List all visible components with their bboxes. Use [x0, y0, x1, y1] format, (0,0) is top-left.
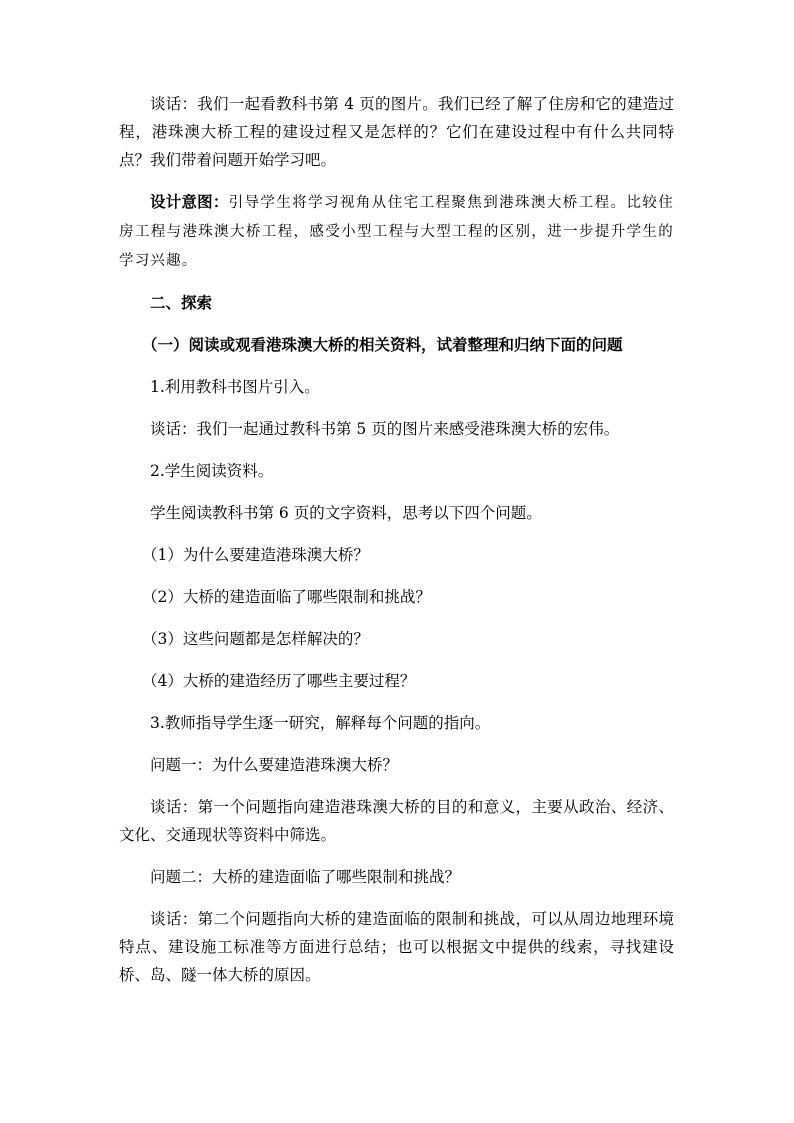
problem-1-heading: 问题一：为什么要建造港珠澳大桥？ — [150, 756, 399, 774]
question-4: （4）大桥的建造经历了哪些主要过程？ — [142, 672, 416, 690]
problem-2-heading: 问题二：大桥的建造面临了哪些限制和挑战？ — [150, 868, 461, 886]
step-item-3: 3.教师指导学生逐一研究，解释每个问题的指向。 — [150, 714, 491, 732]
talk-paragraph-3: 谈话：第一个问题指向建造港珠澳大桥的目的和意义，主要从政治、经济、文化、交通现状等资料中筛选。 — [119, 798, 674, 844]
subsection-heading-reading: （一）阅读或观看港珠澳大桥的相关资料，试着整理和归纳下面的问题 — [142, 335, 623, 354]
reading-instruction: 学生阅读教科书第 6 页的文字资料，思考以下四个问题。 — [150, 504, 542, 522]
step-item-2: 2.学生阅读资料。 — [150, 462, 274, 480]
question-3: （3）这些问题都是怎样解决的？ — [142, 630, 369, 648]
section-heading-explore: 二、探索 — [150, 293, 213, 312]
question-1: （1）为什么要建造港珠澳大桥？ — [142, 546, 369, 564]
document-body — [119, 90, 674, 989]
design-intent-text: 引导学生将学习视角从住宅工程聚焦到港珠澳大桥工程。比较住房工程与港珠澳大桥工程，感受小型工程与大型工程的区别，进一步提升学生的学习兴趣。 — [119, 195, 674, 269]
talk-paragraph-4: 谈话：第二个问题指向大桥的建造面临的限制和挑战，可以从周边地理环境特点、建设施工标准等方面进行总结；也可以根据文中提供的线索，寻找建设桥、岛、隧一体大桥的原因。 — [119, 910, 674, 984]
intro-talk-paragraph: 谈话：我们一起看教科书第 4 页的图片。我们已经了解了住房和它的建造过程，港珠澳大桥工程的建设过程又是怎样的？它们在建设过程中有什么共同特点？我们带着问题开始学习吧。 — [119, 95, 674, 169]
design-intent-paragraph — [119, 188, 674, 275]
step-item-1: 1.利用教科书图片引入。 — [150, 378, 320, 396]
question-2: （2）大桥的建造面临了哪些限制和挑战？ — [142, 588, 431, 606]
talk-paragraph-2: 谈话：我们一起通过教科书第 5 页的图片来感受港珠澳大桥的宏伟。 — [150, 420, 620, 438]
design-intent-label: 设计意图： — [150, 192, 229, 211]
